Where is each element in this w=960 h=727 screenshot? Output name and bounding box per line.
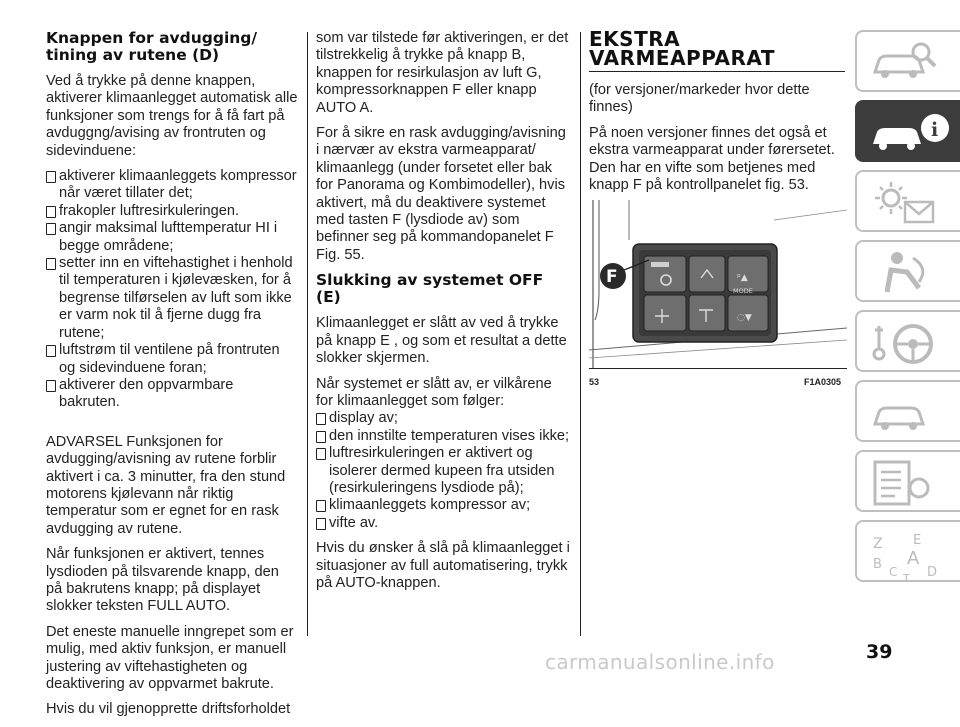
checkbox-bullet-icon xyxy=(46,223,56,235)
paragraph: På noen versjoner finnes det også et ekstra varmeapparat under førersetet. Den har en vifte som betjenes med knapp F på kontrollpanelet fig. 53. xyxy=(589,124,835,194)
figure-caption xyxy=(589,368,847,387)
checkbox-bullet-icon xyxy=(46,380,56,392)
paragraph: Klimaanlegget er slått av ved å trykke på knapp E , og som et resultat a dette slokker skjermen. xyxy=(316,315,567,367)
warning-lights-icon xyxy=(869,178,939,228)
chapter-tabs xyxy=(855,30,960,590)
control-panel-illustration xyxy=(589,200,847,368)
car-search-icon xyxy=(869,38,939,86)
watermark: carmanualsonline.info xyxy=(545,650,775,674)
svg-text:A: A xyxy=(907,548,920,569)
list-item: frakopler luftresirkuleringen. xyxy=(46,203,298,220)
svg-text:ᵖ▲: ᵖ▲ xyxy=(737,273,748,283)
column-divider xyxy=(580,32,581,636)
column-1 xyxy=(46,30,298,727)
list-item: aktiverer klimaanleggets kompressor når været tillater det; xyxy=(46,168,298,203)
list-item: luftresirkuleringen er aktivert og isolerer dermed kupeen fra utsiden (resirkuleringens lysdiode på); xyxy=(316,445,572,497)
car-service-icon xyxy=(869,388,939,438)
figure-control-panel xyxy=(589,200,847,368)
page-number: 39 xyxy=(866,641,893,663)
tab-index[interactable] xyxy=(855,520,960,582)
checkbox-bullet-icon xyxy=(46,345,56,357)
paragraph: Hvis du vil gjenopprette driftsforholdet xyxy=(46,701,291,718)
column-3 xyxy=(589,27,845,202)
paragraph: Når funksjonen er aktivert, tennes lysdioden på tilsvarende knapp, den på bakrutens knapp; på displayet slokker teksten FULL AUTO. xyxy=(46,546,279,615)
list-item: display av; xyxy=(316,410,572,427)
svg-text:T: T xyxy=(903,572,910,582)
svg-text:◌▼: ◌▼ xyxy=(737,313,752,323)
paragraph: For å sikre en rask avdugging/avisning i nærvær av ekstra varmeapparat/ klimaanlegg (under forsetet eller bak for Panorama og Kombimodeller), hvis aktivert, må du deaktivere systemet med tasten F (lysdiode av) som befinner seg på kommandopanelet F Fig. 55. xyxy=(316,125,566,263)
airbag-person-icon xyxy=(869,248,939,298)
tab-car-search[interactable] xyxy=(855,30,960,92)
steering-tools-icon xyxy=(869,318,939,368)
figure-number: 53 xyxy=(589,377,600,387)
technical-data-list-icon xyxy=(869,458,939,508)
list-item: vifte av. xyxy=(316,515,572,532)
list-item: angir maksimal lufttemperatur HI i begge områdene; xyxy=(46,220,298,255)
paragraph: (for versjoner/markeder hvor dette finnes) xyxy=(589,82,810,116)
list-item: luftstrøm til ventilene på frontruten og sidevinduene foran; xyxy=(46,342,298,377)
paragraph: som var tilstede før aktiveringen, er det tilstrekkelig å trykke på knapp B, knappen for resirkulasjon av luft G, kompressorknappen F eller knapp AUTO A. xyxy=(316,30,569,116)
checkbox-bullet-icon xyxy=(316,518,326,530)
section-heading-off: Slukking av systemet OFF (E) xyxy=(316,271,544,307)
checkbox-bullet-icon xyxy=(316,448,326,460)
bullet-list xyxy=(316,410,572,532)
alphabet-index-icon xyxy=(869,528,949,582)
svg-text:i: i xyxy=(931,119,939,141)
paragraph: Hvis du ønsker å slå på klimaanlegget i situasjoner av full automatisering, trykk på AUTO-knappen. xyxy=(316,540,570,591)
tab-safety[interactable] xyxy=(855,240,960,302)
section-heading-extra-heater: EKSTRA VARMEAPPARAT xyxy=(589,30,845,72)
svg-text:C: C xyxy=(889,565,898,579)
tab-warning-lights[interactable] xyxy=(855,170,960,232)
checkbox-bullet-icon xyxy=(46,171,56,183)
svg-text:Z: Z xyxy=(873,536,883,552)
tab-car-info[interactable] xyxy=(855,100,960,162)
list-item: den innstilte temperaturen vises ikke; xyxy=(316,428,572,445)
list-item: klimaanleggets kompressor av; xyxy=(316,497,572,514)
warning-note: ADVARSEL Funksjonen for avdugging/avisning av rutene forblir aktivert i ca. 3 minutter, fra den stund motorens kjølevann når riktig temperatur som er egnet for en rask avdugging av rutene. xyxy=(46,433,286,537)
list-item: setter inn en viftehastighet i henhold til temperaturen i kjølevæsken, for å begrense tilførselen av luft som ikke er varm nok til å fjerne dugg fra rutene; xyxy=(46,255,298,342)
checkbox-bullet-icon xyxy=(46,258,56,270)
figure-code: F1A0305 xyxy=(803,377,841,387)
checkbox-bullet-icon xyxy=(316,413,326,425)
car-info-icon xyxy=(869,108,949,158)
paragraph: Ved å trykke på denne knappen, aktiverer klimaanlegget automatisk alle funksjoner som trengs for å få fart på avduggng/avising av frontruten og sidevinduene: xyxy=(46,73,298,159)
checkbox-bullet-icon xyxy=(316,500,326,512)
column-divider xyxy=(307,32,308,636)
checkbox-bullet-icon xyxy=(316,431,326,443)
svg-text:B: B xyxy=(873,557,882,572)
paragraph: Når systemet er slått av, er vilkårene for klimaanlegget som følger: xyxy=(316,375,552,409)
tab-driving[interactable] xyxy=(855,310,960,372)
mode-label: MODE xyxy=(733,287,753,295)
bullet-list xyxy=(46,168,298,412)
column-2 xyxy=(316,30,572,600)
checkbox-bullet-icon xyxy=(46,206,56,218)
section-heading-defrost: Knappen for avdugging/ tining av rutene (D) xyxy=(46,29,258,64)
paragraph: Det eneste manuelle inngrepet som er mulig, med aktiv funksjon, er manuell justering av viftehastigheten og deaktivering av oppvarmet bakrute. xyxy=(46,623,294,692)
tab-emergency[interactable] xyxy=(855,380,960,442)
tab-maintenance[interactable] xyxy=(855,450,960,512)
callout-label-f: F xyxy=(606,267,618,287)
list-item: aktiverer den oppvarmbare bakruten. xyxy=(46,377,298,412)
svg-text:E: E xyxy=(913,533,922,548)
svg-text:D: D xyxy=(927,565,938,580)
